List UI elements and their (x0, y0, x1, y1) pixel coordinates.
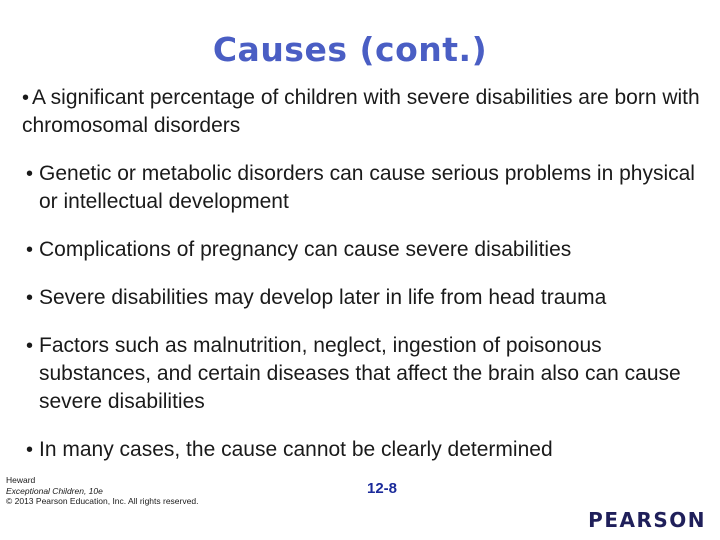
bullet-symbol: • (26, 439, 34, 461)
bullet-symbol: • (26, 335, 34, 357)
bullet-symbol: • (26, 163, 34, 185)
slide-title: Causes (cont.) (212, 30, 488, 69)
bullet-item (22, 160, 702, 216)
footer-book-title: Exceptional Children, 10e (6, 485, 103, 496)
bullet-text: Genetic or metabolic disorders can cause serious problems in physical or intellectual development (39, 162, 695, 213)
bullet-symbol: • (26, 287, 34, 309)
bullet-item (22, 436, 702, 464)
bullet-symbol: • (26, 239, 34, 261)
footer-citation (6, 475, 198, 507)
bullet-item (22, 84, 702, 140)
footer-copyright: © 2013 Pearson Education, Inc. All rights reserved. (6, 496, 199, 506)
bullet-text: Complications of pregnancy can cause severe disabilities (39, 238, 572, 261)
bullet-symbol: • (22, 87, 30, 109)
pearson-logo: PEARSON (588, 508, 706, 532)
bullet-item (22, 332, 702, 416)
bullet-item (22, 284, 702, 312)
bullet-list (22, 84, 702, 484)
bullet-text: A significant percentage of children with severe disabilities are born with chromosomal disorders (22, 86, 700, 137)
bullet-text: Severe disabilities may develop later in life from head trauma (39, 286, 607, 309)
footer-author: Heward (6, 475, 36, 485)
slide-number: 12-8 (367, 480, 398, 497)
bullet-text: In many cases, the cause cannot be clearly determined (39, 438, 553, 461)
bullet-text: Factors such as malnutrition, neglect, ingestion of poisonous substances, and certain diseases that affect the brain also can cause severe disabilities (39, 334, 681, 413)
bullet-item (22, 236, 702, 264)
